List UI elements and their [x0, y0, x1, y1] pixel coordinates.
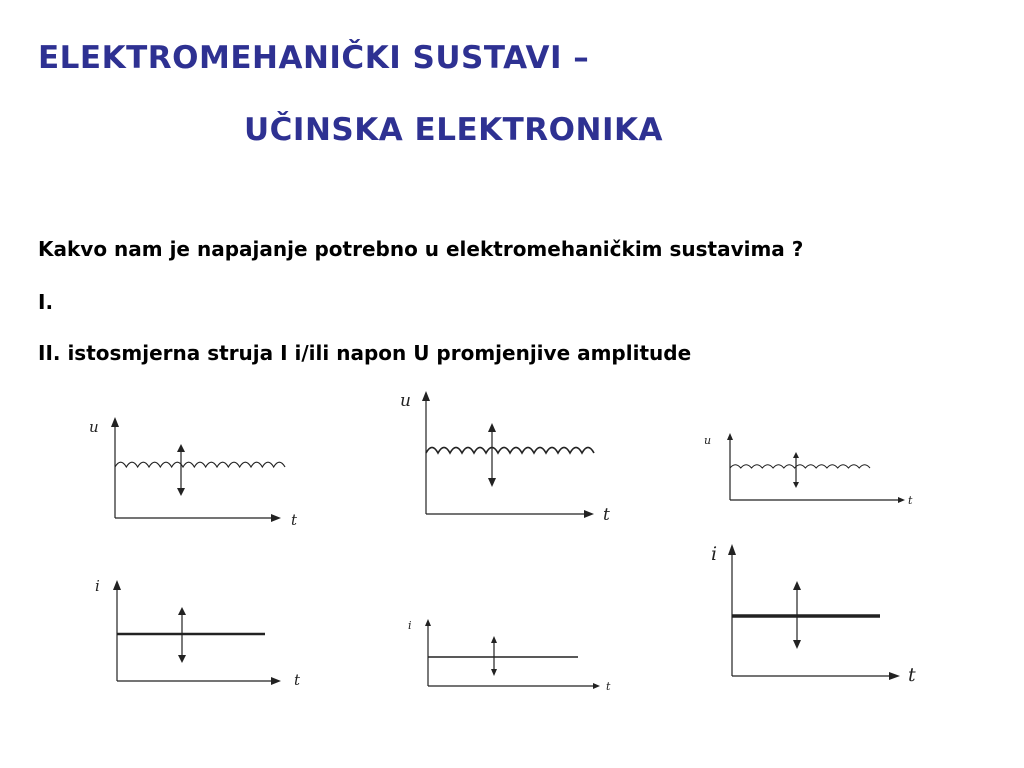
current-graph-2 [405, 616, 625, 696]
time-axis-label: t [908, 664, 916, 686]
voltage-axis-label: u [89, 418, 99, 436]
ripple-waveform [730, 465, 870, 468]
current-graph-3 [708, 540, 938, 690]
time-axis-label: t [908, 494, 913, 507]
current-axis-label: i [95, 577, 100, 595]
time-axis-label: t [291, 511, 298, 529]
current-graph-1 [92, 575, 312, 693]
list-item-2: II. istosmjerna struja I i/ili napon U promjenjive amplitude [38, 341, 692, 365]
voltage-graph-3 [702, 430, 932, 510]
time-axis-label: t [606, 680, 611, 693]
current-axis-label: i [408, 619, 412, 632]
voltage-axis-label: u [704, 434, 712, 447]
time-axis-label: t [603, 505, 610, 525]
time-axis-label: t [294, 671, 301, 689]
ripple-waveform [426, 447, 594, 453]
list-item-1: I. [38, 290, 54, 314]
slide-title-line-2: UČINSKA ELEKTRONIKA [244, 112, 664, 148]
voltage-axis-label: u [400, 391, 411, 411]
ripple-waveform [115, 462, 285, 467]
current-axis-label: i [711, 543, 718, 565]
question-text: Kakvo nam je napajanje potrebno u elektromehaničkim sustavima ? [38, 237, 804, 261]
voltage-graph-1 [85, 412, 305, 530]
voltage-graph-2 [398, 388, 628, 528]
slide-title-line-1: ELEKTROMEHANIČKI SUSTAVI – [38, 40, 590, 76]
